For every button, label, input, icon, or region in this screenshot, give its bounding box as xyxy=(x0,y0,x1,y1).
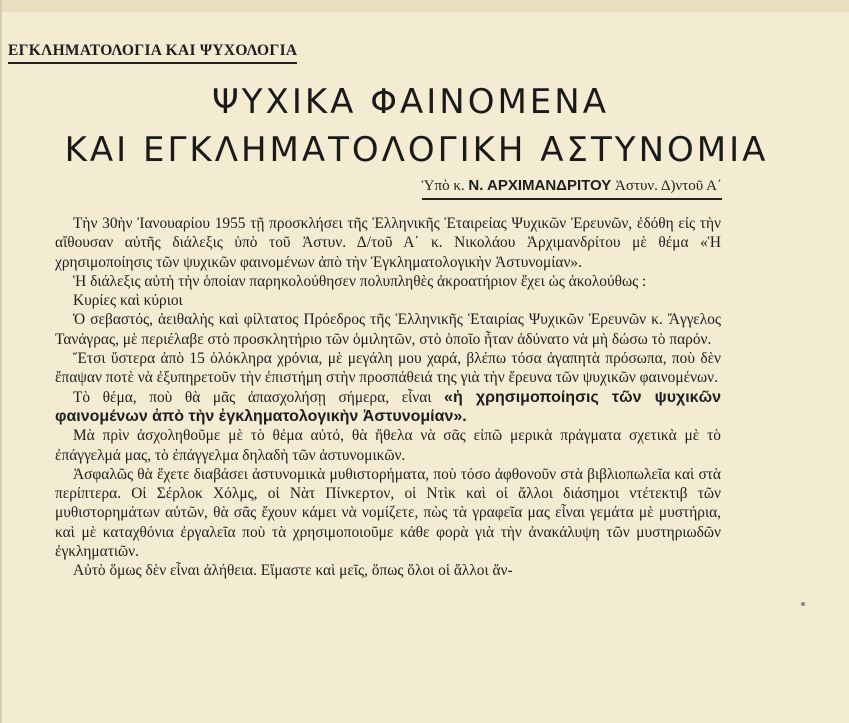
paragraph-5: Ἔτσι ὕστερα ἀπὸ 15 ὁλόκληρα χρόνια, μὲ μεγάλη μου χαρά, βλέπω τόσα ἀγαπητὰ πρόσωπα, ποὺ δὲν ἔπαψαν ποτὲ νὰ ἐξυπηρετοῦν τὴν ἐπιστήμη στὴν προσπάθειά της γιὰ τὴν ἔρευνα τῶν ψυχικῶν φαινομένων. xyxy=(55,350,721,387)
paragraph-9: Αὐτὸ ὅμως δὲν εἶναι ἀλήθεια. Εἴμαστε καὶ μεῖς, ὅπως ὅλοι οἱ ἄλλοι ἄν- xyxy=(73,562,513,580)
article-body xyxy=(55,214,721,581)
paragraph-7: Μὰ πρὶν ἀσχοληθοῦμε μὲ τὸ θέμα αὐτό, θὰ ἤθελα νὰ σᾶς εἰπῶ μερικὰ πράγματα σχετικὰ μὲ τὸ ἐπάγγελμά μας, τὸ ἐπάγγελμα δηλαδὴ τῶν ἀστυνομικῶν. xyxy=(55,427,721,464)
paragraph-3: Κυρίες καὶ κύριοι xyxy=(73,292,183,310)
article-title-line-1: ΨΥΧΙΚΑ ΦΑΙΝΟΜΕΝΑ xyxy=(212,82,609,122)
byline-suffix: Ἀστυν. Δ)ντοῦ Α΄ xyxy=(615,178,722,194)
paragraph-8: Ἀσφαλῶς θὰ ἔχετε διαβάσει ἀστυνομικὰ μυθιστορήματα, ποὺ τόσο ἀφθονοῦν στὰ βιβλιοπωλεῖα καὶ στὰ περίπτερα. Οἱ Σέρλοκ Χόλμς, οἱ Νὰτ Πίνκερτον, οἱ Ντὶκ καὶ οἱ ἄλλοι διάσημοι ντέτεκτιβ τῶν μυθιστορημάτων αὐτῶν, θὰ σᾶς ἔχουν κάμει νὰ νομίζετε, πὼς τὰ γραφεῖα μας εἶναι γεμάτα μὲ μυστήρια, καὶ μὲ καταχθόνια ἐργαλεῖα ποὺ τὰ χρησιμοποιοῦμε κάθε φορὰ γιὰ τὴν ἀνακάλυψη τῶν μυστηριωδῶν ἐγκληματιῶν. xyxy=(55,465,721,561)
page-top-edge xyxy=(0,0,849,12)
paragraph-6-emphasis: «ἡ χρησιμοποίησις τῶν ψυχικῶν φαινομένων ἀπὸ τὴν ἐγκληματολογικὴν Ἀστυνομίαν». xyxy=(55,388,722,425)
paragraph-2: Ἡ διάλεξις αὐτὴ τὴν ὁποίαν παρηκολούθησεν πολυπληθὲς ἀκροατήριον ἔχει ὡς ἀκολούθως : xyxy=(73,272,647,290)
paragraph-1: Τὴν 30ὴν Ἰανουαρίου 1955 τῇ προσκλήσει τῆς Ἑλληνικῆς Ἑταιρείας Ψυχικῶν Ἐρευνῶν, ἐδόθη εἰς τὴν αἴθουσαν αὐτῆς διάλεξις ὑπὸ τοῦ Ἀστυν. Δ/τοῦ Α΄ κ. Νικολάου Ἀρχιμανδρίτου μὲ θέμα «Ἡ χρησιμοποίησις τῶν ψυχικῶν φαινομένων ἀπὸ τὴν Ἐγκληματολογικὴν Ἀστυνομίαν». xyxy=(55,215,721,271)
section-heading: ΕΓΚΛΗΜΑΤΟΛΟΓΙΑ ΚΑΙ ΨΥΧΟΛΟΓΙΑ xyxy=(8,42,297,64)
byline-author: Ν. ΑΡΧΙΜΑΝΔΡΙΤΟΥ xyxy=(468,177,612,194)
article-title-line-2: ΚΑΙ ΕΓΚΛΗΜΑΤΟΛΟΓΙΚΗ ΑΣΤΥΝΟΜΙΑ xyxy=(64,130,769,170)
paper-speck xyxy=(801,602,805,606)
paragraph-6-text: Τὸ θέμα, ποὺ θὰ μᾶς ἀπασχολήσῃ σήμερα, εἶναι xyxy=(73,388,445,406)
byline xyxy=(422,177,722,200)
paragraph-4: Ὁ σεβαστός, ἀειθαλὴς καὶ φίλτατος Πρόεδρος τῆς Ἑλληνικῆς Ἑταιρίας Ψυχικῶν Ἐρευνῶν κ. Ἄγγελος Τανάγρας, μὲ περιέλαβε στὸ προσκλητήριο τῶν ὁμιλητῶν, στὸ ὁποῖο ἦταν ἀδύνατο νὰ μὴ δώσω τὸ παρόν. xyxy=(55,311,721,348)
paragraph-6 xyxy=(55,388,721,427)
byline-prefix: Ὑπὸ κ. xyxy=(421,178,465,194)
